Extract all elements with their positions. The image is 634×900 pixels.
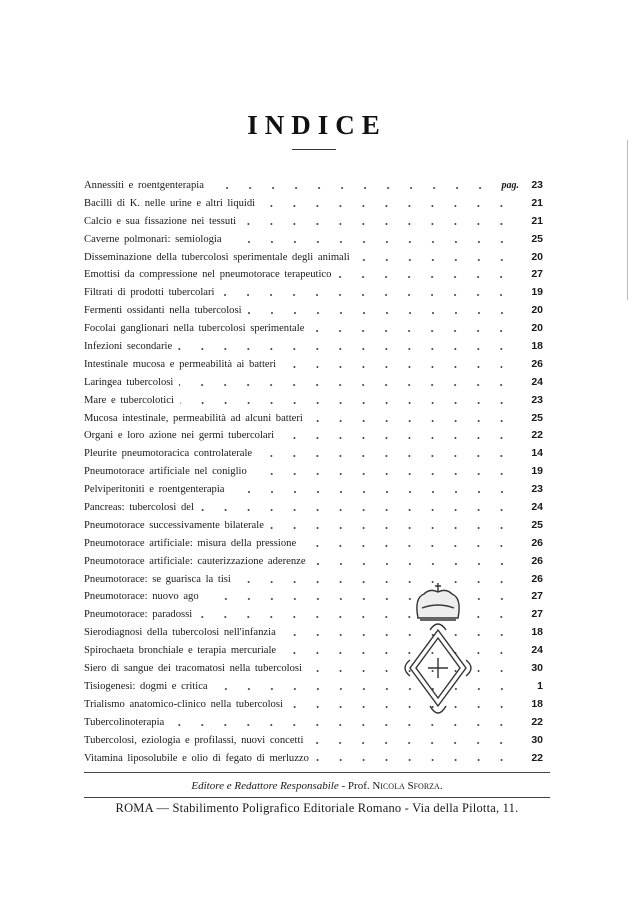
- toc-entry-title: Tisiogenesi: dogmi e critica: [84, 680, 208, 692]
- toc-entry: [84, 233, 543, 251]
- dot-leader: [315, 755, 523, 765]
- toc-entry-page: 24: [531, 375, 543, 388]
- toc-entry: [84, 501, 543, 519]
- toc-entry: [84, 394, 543, 412]
- toc-entry-page: 20: [531, 250, 543, 263]
- toc-entry-page: 21: [531, 196, 543, 209]
- toc-entry-title: Pneumotorace artificiale nel coniglio: [84, 466, 247, 478]
- toc-entry-page: 26: [531, 357, 543, 370]
- toc-entry: [84, 268, 543, 286]
- dot-leader: [242, 219, 523, 229]
- toc-entry-page: 18: [531, 340, 543, 353]
- toc-entry-title: Emottisi da compressione nel pneumotorace terapeutico: [84, 269, 332, 281]
- toc-entry: [84, 358, 543, 376]
- toc-entry-title: Mare e tubercolotici: [84, 394, 174, 406]
- dot-leader: [237, 577, 523, 587]
- toc-entry-page: 26: [531, 572, 543, 585]
- editor-label: Editore e Redattore Responsabile: [191, 780, 339, 792]
- toc-entry-title: Caverne polmonari: semiologia: [84, 233, 222, 245]
- toc-entry-title: Pneumotorace: paradossi: [84, 609, 193, 621]
- dot-leader: [200, 505, 523, 515]
- dot-leader: [310, 326, 523, 336]
- toc-entry-page: 30: [531, 733, 543, 746]
- toc-entry-title: Laringea tubercolosi: [84, 376, 174, 388]
- printer-imprint: ROMA — Stabilimento Poligrafico Editoriale Romano - Via della Pilotta, 11.: [115, 801, 519, 815]
- toc-entry-title: Spirochaeta bronchiale e terapia mercuriale: [84, 645, 277, 657]
- toc-entry: [84, 734, 543, 752]
- toc-entry-title: Pancreas: tubercolosi del: [84, 502, 194, 514]
- dot-leader: [253, 469, 523, 479]
- toc-entry: [84, 286, 543, 304]
- dot-leader: [280, 433, 523, 443]
- toc-entry: [84, 340, 543, 358]
- toc-entry-title: Fermenti ossidanti nella tubercolosi: [84, 305, 242, 317]
- dot-leader: [282, 362, 523, 372]
- toc-entry: [84, 447, 543, 465]
- toc-entry-title: Tubercolinoterapia: [84, 716, 165, 728]
- toc-entry: [84, 555, 543, 573]
- toc-entry-title: Siero di sangue dei tracomatosi nella tubercolosi: [84, 663, 302, 675]
- toc-entry-title: Focolai ganglionari nella tubercolosi sperimentale: [84, 323, 305, 335]
- toc-entry: [84, 251, 543, 269]
- footer-rule-top: [84, 772, 550, 773]
- toc-entry-page: 20: [531, 322, 543, 335]
- toc-entry-page: 25: [531, 518, 543, 531]
- toc-entry: [84, 322, 543, 340]
- dot-leader: [214, 684, 523, 694]
- toc-entry-page: 26: [531, 536, 543, 549]
- toc-entry-title: Trialismo anatomico-clinico nella tubercolosi: [84, 698, 283, 710]
- toc-entry-page: 23: [531, 393, 543, 406]
- toc-entry-title: Intestinale mucosa e permeabilità ai batteri: [84, 358, 277, 370]
- toc-entry: [84, 465, 543, 483]
- editor-separator: - Prof.: [338, 780, 373, 792]
- toc-entry: [84, 537, 543, 555]
- toc-entry-page: 23: [531, 483, 543, 496]
- dot-leader: [309, 416, 523, 426]
- toc-entry-page: 19: [531, 286, 543, 299]
- toc-entry: [84, 752, 543, 770]
- toc-entry-page: 19: [531, 465, 543, 478]
- toc-entry-title: Sierodiagnosi della tubercolosi nell'infanzia: [84, 627, 276, 639]
- dot-leader: [270, 523, 523, 533]
- dot-leader: [210, 183, 502, 193]
- pag-label: pag.: [501, 180, 519, 191]
- toc-entry: [84, 215, 543, 233]
- toc-entry-page: 18: [531, 626, 543, 639]
- toc-entry-page: 27: [531, 608, 543, 621]
- toc-entry-page: 23: [531, 179, 543, 191]
- page-title: INDICE: [247, 110, 387, 140]
- toc-entry-page: 18: [531, 697, 543, 710]
- dot-leader: [302, 541, 523, 551]
- toc-entry-page: 22: [531, 715, 543, 728]
- toc-entry-title: Infezioni secondarie: [84, 341, 173, 353]
- toc-entry: [84, 412, 543, 430]
- dot-leader: [312, 559, 523, 569]
- dot-leader: [337, 272, 523, 282]
- footer-rule-bottom: [84, 797, 550, 798]
- dot-leader: [180, 398, 523, 408]
- toc-entry-title: Disseminazione della tubercolosi sperimentale degli animali: [84, 251, 350, 263]
- title-rule: [292, 149, 336, 150]
- toc-entry-title: Organi e loro azione nei germi tubercolari: [84, 430, 275, 442]
- toc-entry-page: 1: [537, 679, 543, 692]
- dot-leader: [179, 380, 523, 390]
- toc-entry-page: 14: [531, 447, 543, 460]
- toc-entry: [84, 519, 543, 537]
- toc-entry: [84, 197, 543, 215]
- toc-entry-page: 27: [531, 268, 543, 281]
- toc-entry-page: 25: [531, 232, 543, 245]
- toc-entry-title: Pleurite pneumotoracica controlaterale: [84, 448, 253, 460]
- toc-entry: [84, 483, 543, 501]
- toc-entry-page: 20: [531, 304, 543, 317]
- toc-entry-title: Annessiti e roentgenterapia: [84, 180, 204, 191]
- dot-leader: [178, 344, 523, 354]
- toc-entry-page: 22: [531, 751, 543, 764]
- dot-leader: [248, 308, 523, 318]
- dot-leader: [258, 451, 523, 461]
- toc-entry-title: Pneumotorace artificiale: misura della pressione: [84, 537, 297, 549]
- dot-leader: [231, 487, 524, 497]
- toc-entry: [84, 304, 543, 322]
- dot-leader: [356, 255, 523, 265]
- toc-entry-page: 21: [531, 214, 543, 227]
- toc-entry-title: Pneumotorace: nuovo ago: [84, 591, 199, 603]
- dot-leader: [228, 237, 523, 247]
- dot-leader: [309, 738, 523, 748]
- toc-entry-title: Bacilli di K. nelle urine e altri liquidi: [84, 197, 256, 209]
- toc-entry-title: Pneumotorace: se guarisca la tisi: [84, 573, 231, 585]
- toc-entry: [84, 376, 543, 394]
- toc-entry-title: Mucosa intestinale, permeabilità ad alcuni batteri: [84, 412, 303, 424]
- toc-entry-title: Calcio e sua fissazione nei tessuti: [84, 215, 237, 227]
- dot-leader: [220, 290, 523, 300]
- toc-entry-page: 24: [531, 501, 543, 514]
- toc-entry-title: Filtrati di prodotti tubercolari: [84, 287, 215, 299]
- toc-entry-page: 22: [531, 429, 543, 442]
- crown-knot-emblem-icon: [400, 578, 476, 724]
- toc-entry-title: Vitamina liposolubile e olio di fegato di merluzzo: [84, 752, 309, 764]
- toc-entry-title: Pneumotorace successivamente bilaterale: [84, 519, 264, 531]
- editor-name: Nicola Sforza.: [372, 780, 443, 792]
- editor-line: [0, 780, 634, 792]
- toc-entry-page: 30: [531, 662, 543, 675]
- toc-entry: [84, 429, 543, 447]
- toc-entry-page: 24: [531, 644, 543, 657]
- scan-edge: [627, 140, 628, 300]
- toc-entry-page: 25: [531, 411, 543, 424]
- toc-entry-title: Tubercolosi, eziologia e profilassi, nuovi concetti: [84, 734, 304, 746]
- toc-entry-title: Pelviperitoniti e roentgenterapia: [84, 484, 225, 496]
- dot-leader: [261, 201, 523, 211]
- toc-entry-title: Pneumotorace artificiale: cauterizzazione aderenze: [84, 555, 306, 567]
- toc-entry: [84, 179, 543, 197]
- toc-entry-page: 26: [531, 554, 543, 567]
- toc-entry-page: 27: [531, 590, 543, 603]
